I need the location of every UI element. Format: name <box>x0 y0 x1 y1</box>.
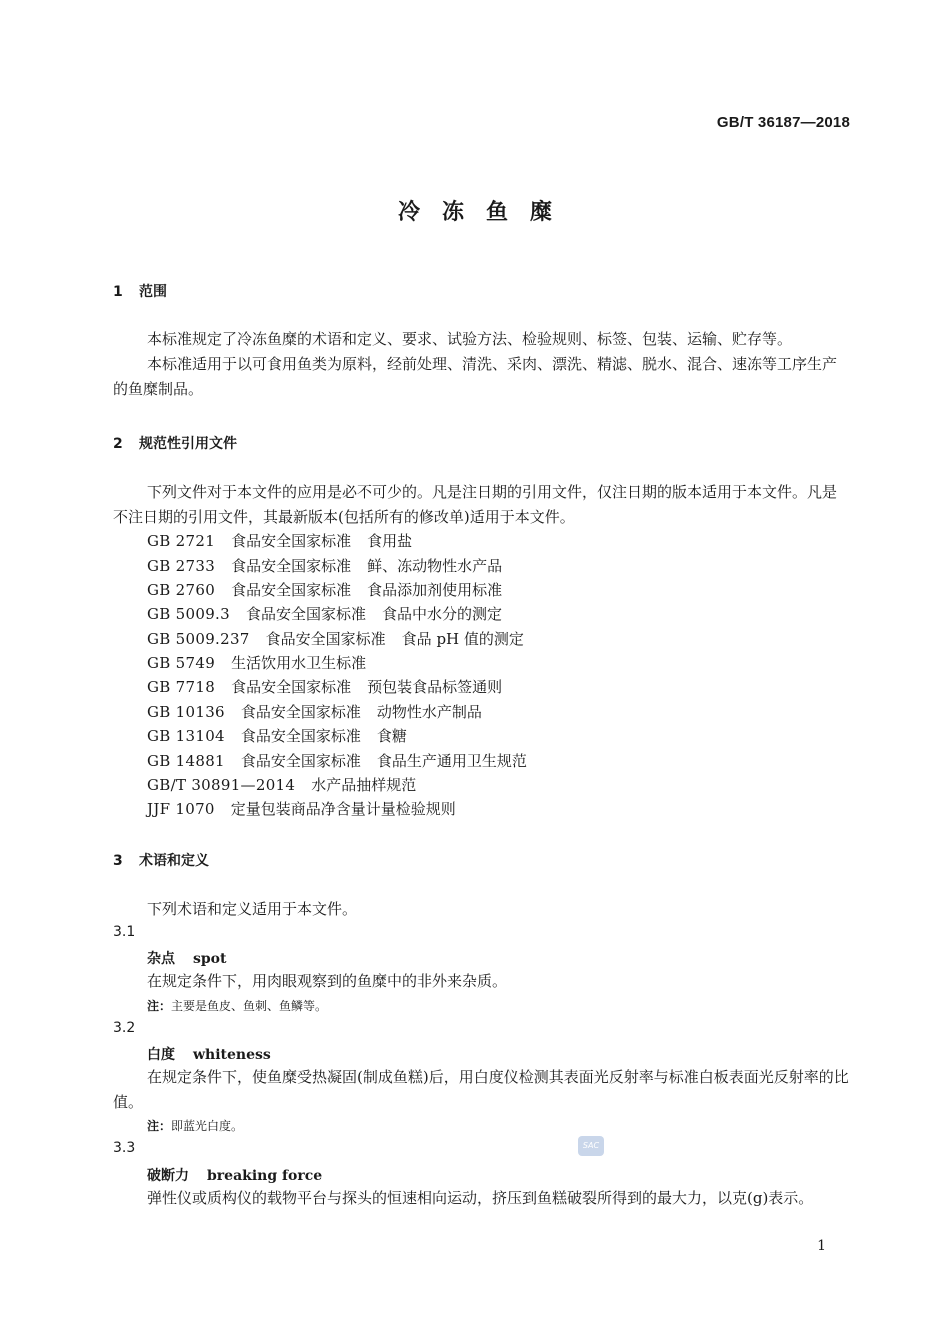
document-title: 冷冻鱼糜 <box>397 200 574 225</box>
reference-code: JJF 1070 <box>147 800 215 818</box>
reference-code: GB 14881 <box>147 752 225 770</box>
reference-part1: 食品安全国家标准 <box>231 581 352 599</box>
reference-item <box>147 798 472 819</box>
reference-part2: 预包装食品标签通则 <box>367 678 503 696</box>
term-definition <box>113 1065 850 1115</box>
reference-part2: 食品中水分的测定 <box>381 605 502 623</box>
reference-code: GB 2733 <box>147 557 216 575</box>
section-heading-scope <box>113 281 167 301</box>
reference-code: GB 2721 <box>147 532 216 550</box>
term-zh: 破断力 <box>147 1168 189 1184</box>
section-heading-terms <box>113 850 209 870</box>
term-number: 3.2 <box>113 1020 136 1036</box>
term-heading <box>147 1165 322 1185</box>
note-text: 主要是鱼皮、鱼刺、鱼鳞等。 <box>171 999 328 1013</box>
note-label: 注： <box>147 999 172 1013</box>
reference-item <box>147 579 502 600</box>
reference-code: GB 5009.237 <box>147 630 250 648</box>
reference-part1: 食品安全国家标准 <box>231 678 352 696</box>
term-number: 3.1 <box>113 924 136 940</box>
reference-code: GB 10136 <box>147 703 225 721</box>
watermark-logo: SAC <box>578 1136 604 1156</box>
reference-part2: 食用盐 <box>367 532 413 550</box>
reference-part2: 食品 pH 值的测定 <box>401 630 524 648</box>
reference-item <box>147 603 502 624</box>
references-intro-text: 下列文件对于本文件的应用是必不可少的。凡是注日期的引用文件，仅注日期的版本适用于本文件。凡是不注日期的引用文件，其最新版本(包括所有的修改单)适用于本文件。 <box>113 483 838 526</box>
term-heading <box>147 948 226 968</box>
page-number: 1 <box>817 1238 826 1254</box>
reference-part1: 食品安全国家标准 <box>265 630 386 648</box>
section-title: 术语和定义 <box>139 853 209 869</box>
term-zh: 杂点 <box>147 951 175 967</box>
reference-part1: 食品安全国家标准 <box>231 532 352 550</box>
section-title: 范围 <box>139 284 167 300</box>
term-definition-text: 弹性仪或质构仪的载物平台与探头的恒速相向运动，挤压到鱼糕破裂所得到的最大力，以克(g)表示。 <box>147 1189 814 1207</box>
reference-part2: 食品生产通用卫生规范 <box>376 752 527 770</box>
standard-code: GB/T 36187—2018 <box>716 114 850 131</box>
term-en: spot <box>193 951 227 967</box>
reference-part1: 食品安全国家标准 <box>240 703 361 721</box>
term-note <box>147 1117 243 1134</box>
reference-code: GB 2760 <box>147 581 216 599</box>
term-definition: 在规定条件下，用肉眼观察到的鱼糜中的非外来杂质。 <box>147 972 508 990</box>
reference-part2: 鲜、冻动物性水产品 <box>367 557 503 575</box>
term-zh: 白度 <box>147 1047 175 1063</box>
term-en: whiteness <box>193 1047 271 1063</box>
term-en: breaking force <box>207 1168 323 1184</box>
reference-part1: 食品安全国家标准 <box>245 605 366 623</box>
note-text: 即蓝光白度。 <box>171 1119 244 1133</box>
reference-item <box>147 530 412 551</box>
scope-paragraph-2 <box>113 352 850 402</box>
term-note <box>147 997 327 1014</box>
reference-item <box>147 628 524 649</box>
section-title: 规范性引用文件 <box>139 436 237 452</box>
reference-item <box>147 676 502 697</box>
note-label: 注： <box>147 1119 172 1133</box>
section-number: 2 <box>113 436 123 452</box>
reference-part2: 动物性水产制品 <box>376 703 482 721</box>
reference-item <box>147 750 527 771</box>
reference-code: GB 5009.3 <box>147 605 230 623</box>
reference-code: GB/T 30891—2014 <box>147 776 296 794</box>
reference-part2: 食糖 <box>376 727 407 745</box>
reference-item <box>147 555 502 576</box>
reference-part1: 食品安全国家标准 <box>240 727 361 745</box>
scope-paragraph-1: 本标准规定了冷冻鱼糜的术语和定义、要求、试验方法、检验规则、标签、包装、运输、贮存等。 <box>147 330 793 348</box>
term-definition <box>113 1186 850 1211</box>
term-number: 3.3 <box>113 1140 136 1156</box>
section-number: 3 <box>113 853 123 869</box>
scope-paragraph-2-text: 本标准适用于以可食用鱼类为原料，经前处理、清洗、采肉、漂洗、精滤、脱水、混合、速冻等工序生产的鱼糜制品。 <box>113 355 838 398</box>
reference-part1: 生活饮用水卫生标准 <box>231 654 367 672</box>
terms-intro: 下列术语和定义适用于本文件。 <box>147 900 358 918</box>
reference-code: GB 5749 <box>147 654 216 672</box>
reference-item <box>147 725 407 746</box>
section-number: 1 <box>113 284 123 300</box>
reference-item <box>147 652 382 673</box>
term-heading <box>147 1044 271 1064</box>
reference-part1: 定量包装商品净含量计量检验规则 <box>230 800 456 818</box>
reference-item <box>147 774 432 795</box>
term-definition-text: 在规定条件下，使鱼糜受热凝固(制成鱼糕)后，用白度仪检测其表面光反射率与标准白板表面光反射率的比值。 <box>113 1068 849 1111</box>
reference-code: GB 13104 <box>147 727 225 745</box>
reference-part2: 食品添加剂使用标准 <box>367 581 503 599</box>
reference-code: GB 7718 <box>147 678 216 696</box>
reference-part1: 水产品抽样规范 <box>311 776 417 794</box>
reference-item <box>147 701 482 722</box>
section-heading-references <box>113 433 237 453</box>
references-intro <box>113 480 850 530</box>
reference-part1: 食品安全国家标准 <box>240 752 361 770</box>
reference-part1: 食品安全国家标准 <box>231 557 352 575</box>
